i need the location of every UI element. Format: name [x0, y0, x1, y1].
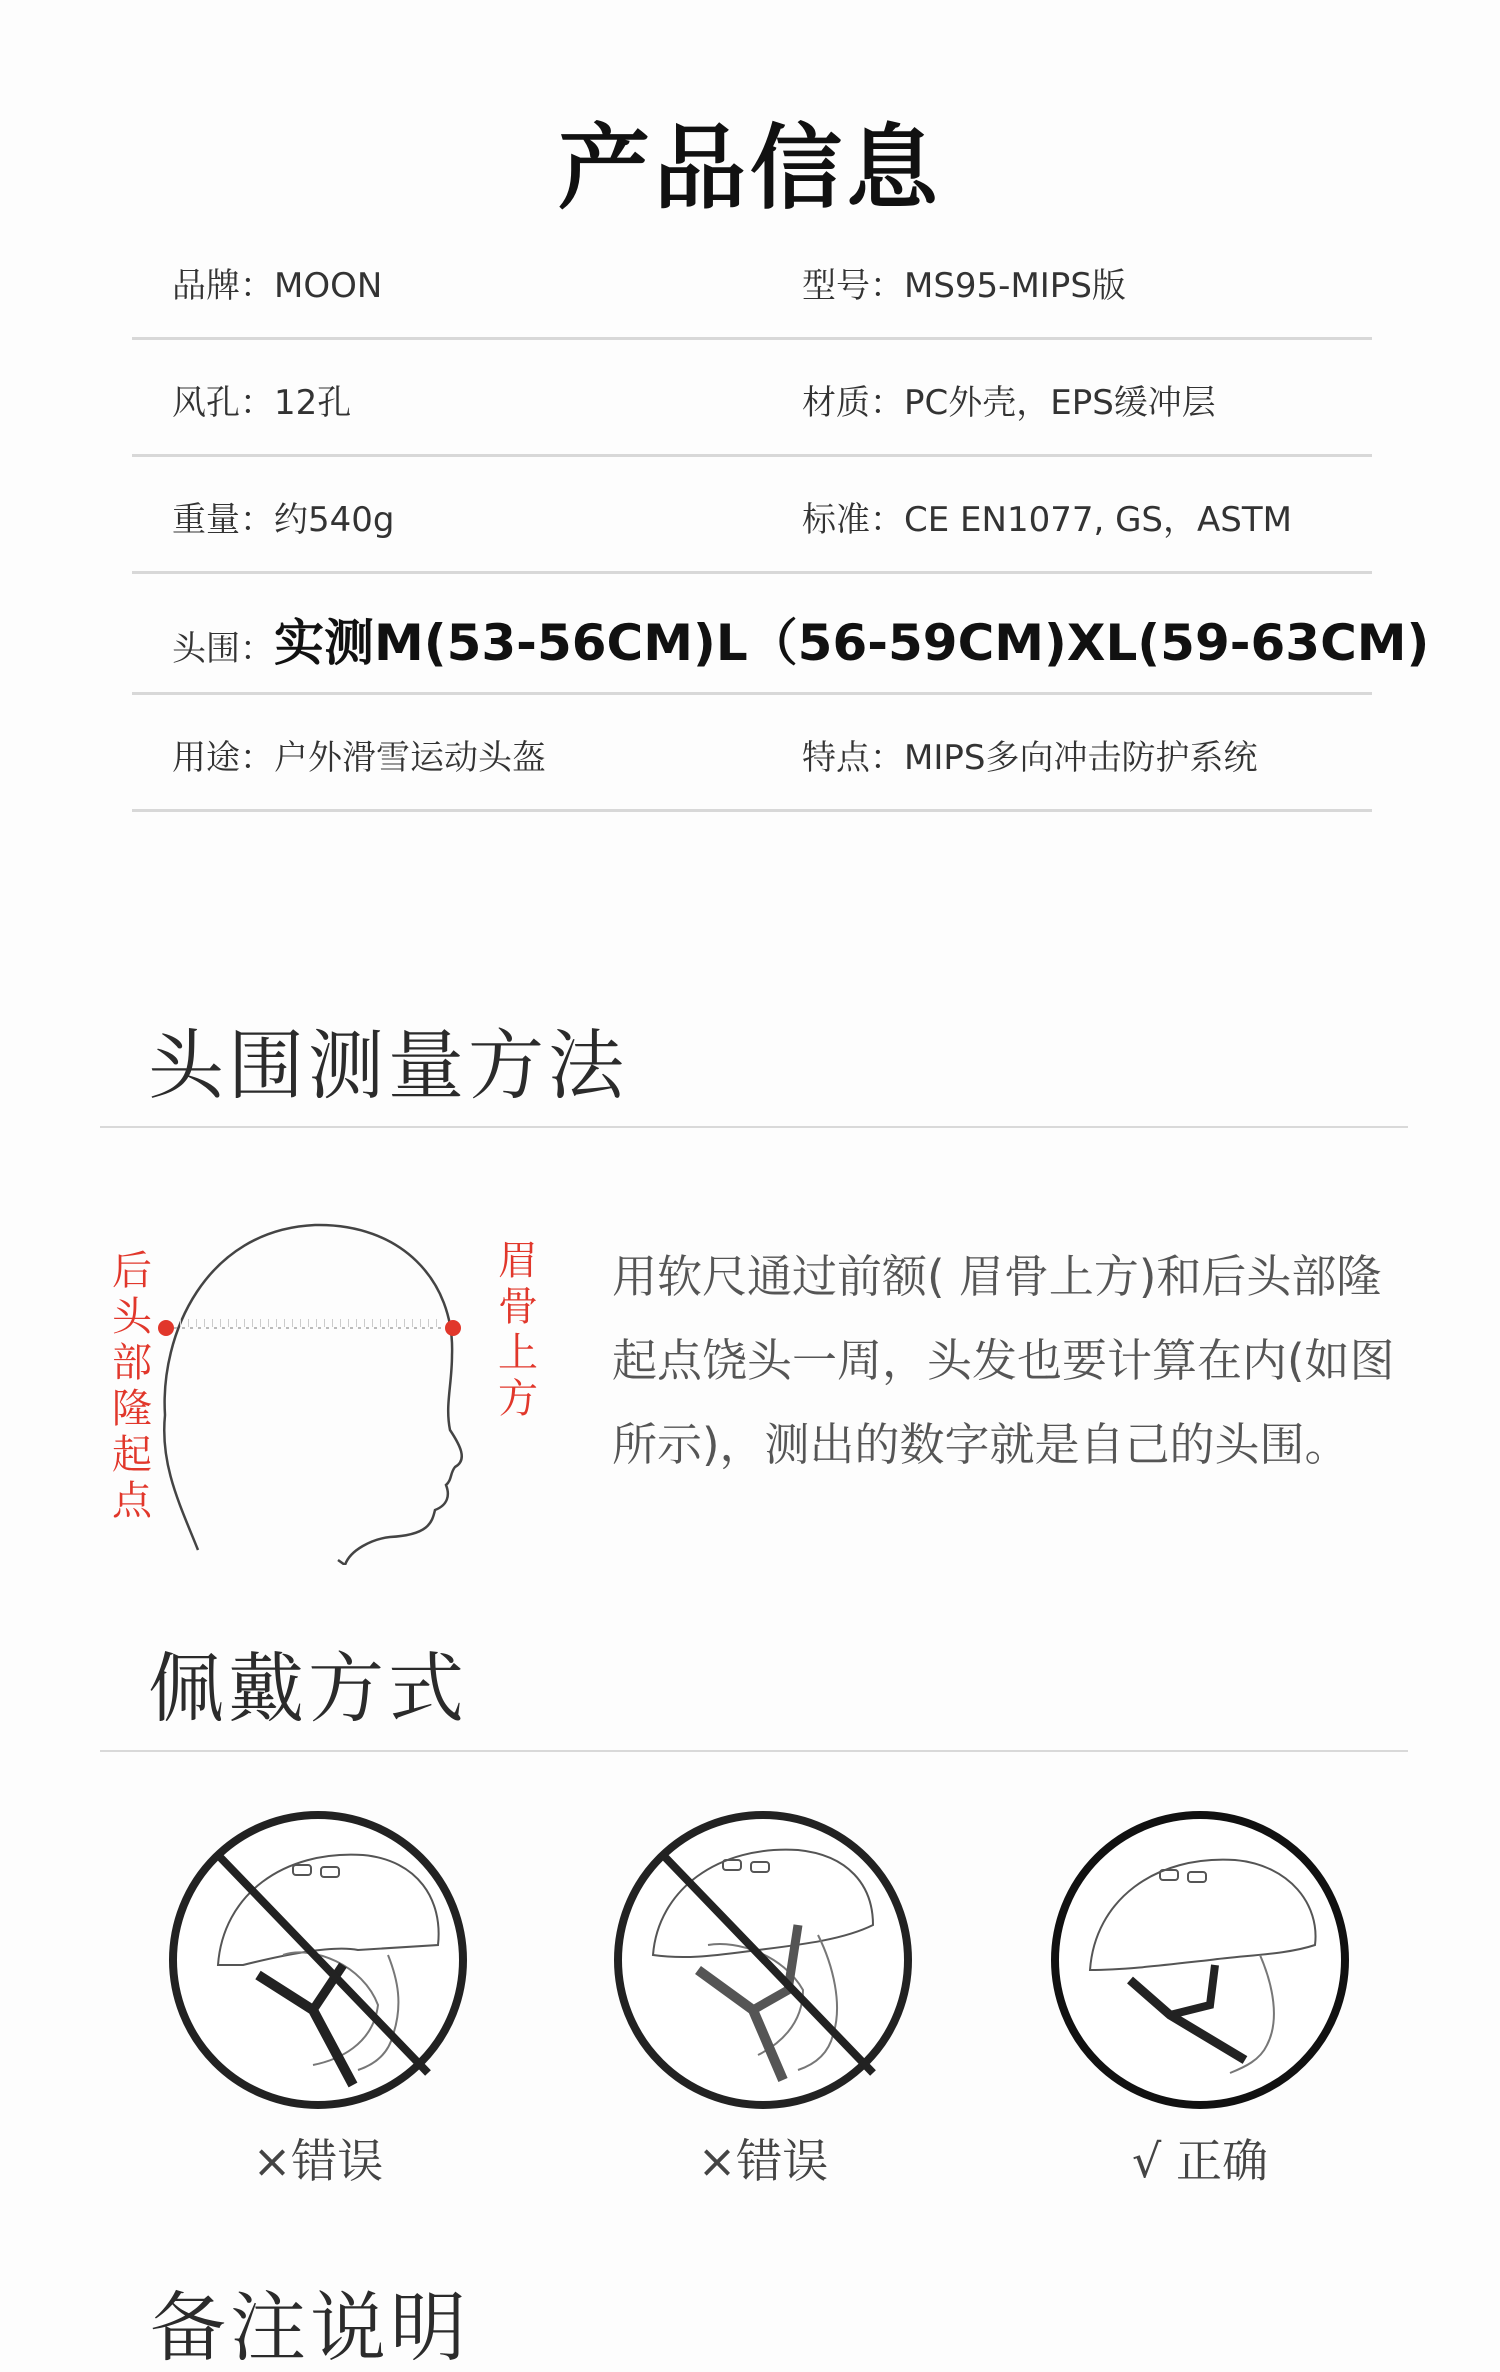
wear-label-3: 正确	[1175, 2134, 1268, 2188]
spec-row	[132, 692, 1372, 812]
divider	[100, 1750, 1408, 1752]
wear-caption-1	[163, 2125, 473, 2191]
wear-caption-3	[1045, 2125, 1355, 2191]
measure-description: 用软尺通过前额( 眉骨上方)和后头部隆起点饶头一周，头发也要计算在内(如图所示)，测出的数字就是自己的头围。	[612, 1250, 1395, 1471]
neck-line	[338, 1560, 345, 1565]
wear-label-1: 错误	[291, 2134, 384, 2188]
wear-caption-2	[608, 2125, 918, 2191]
wear-correct-icon	[1045, 1805, 1355, 2115]
spec-brand: 品牌：MOON	[172, 266, 383, 306]
cross-icon: ×	[697, 2134, 737, 2188]
spec-material: 材质：PC外壳，EPS缓冲层	[802, 383, 1216, 423]
cross-icon: ×	[252, 2134, 292, 2188]
measure-section-title: 头围测量方法	[148, 1021, 628, 1110]
head-outline	[164, 1225, 462, 1565]
spec-head-size	[172, 603, 1429, 675]
wear-wrong-2-icon	[608, 1805, 918, 2115]
front-point	[445, 1320, 461, 1336]
spec-usage: 用途：户外滑雪运动头盔	[172, 738, 546, 778]
spec-row	[132, 220, 1372, 340]
spec-vents: 风孔：12孔	[172, 383, 352, 423]
wear-wrong-1-icon	[163, 1805, 473, 2115]
spec-feature: 特点：MIPS多向冲击防护系统	[802, 738, 1258, 778]
spec-head-size-label: 头围：	[172, 629, 274, 669]
back-head-label: 后头部隆起点	[112, 1248, 152, 1524]
wear-label-2: 错误	[736, 2134, 829, 2188]
spec-weight: 重量：约540g	[172, 500, 395, 540]
spec-model: 型号：MS95-MIPS版	[802, 266, 1126, 306]
spec-row	[132, 454, 1372, 574]
spec-row-head-size	[132, 571, 1430, 695]
page-title: 产品信息	[557, 115, 942, 222]
divider	[100, 1126, 1408, 1128]
head-measurement-diagram	[150, 1205, 490, 1565]
spec-standard: 标准：CE EN1077, GS，ASTM	[802, 500, 1292, 540]
back-point	[158, 1320, 174, 1336]
wearing-section-title: 佩戴方式	[148, 1644, 468, 1733]
check-icon: √	[1132, 2134, 1162, 2188]
spec-head-size-value: 实测M(53-56CM)L（56-59CM)XL(59-63CM)	[274, 614, 1430, 672]
next-section-title: 备注说明	[150, 2283, 470, 2372]
brow-label: 眉骨上方	[498, 1238, 538, 1422]
spec-row	[132, 337, 1372, 457]
